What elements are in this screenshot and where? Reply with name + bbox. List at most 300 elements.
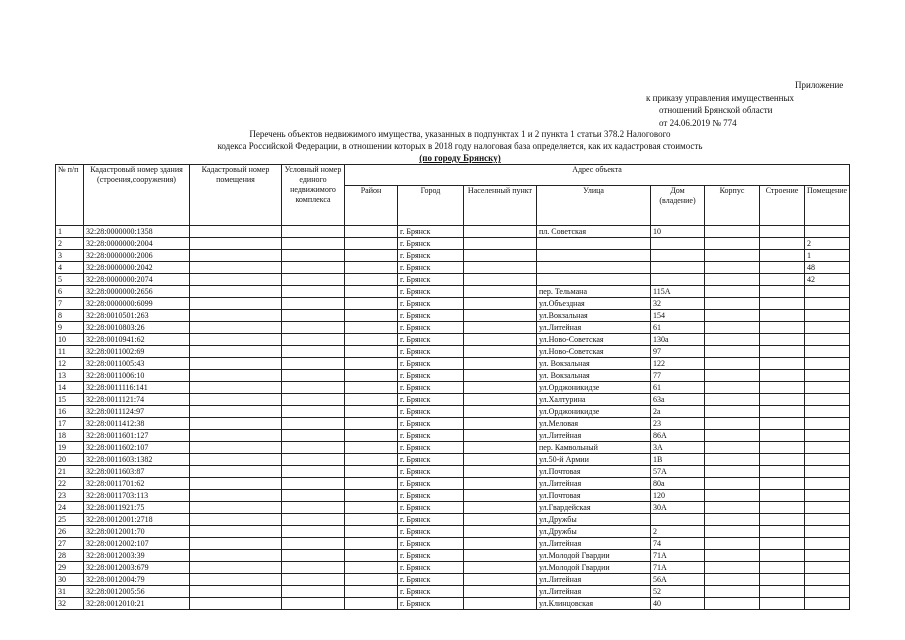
header-num: № п/п: [56, 165, 84, 226]
table-cell: ул.Литейная: [537, 478, 651, 490]
table-cell: 32:28:0011124:97: [84, 406, 190, 418]
table-cell: г. Брянск: [398, 514, 464, 526]
table-cell: 32:28:0011005:43: [84, 358, 190, 370]
table-row: [56, 262, 850, 274]
table-cell: [345, 370, 398, 382]
table-cell: 9: [56, 322, 84, 334]
table-cell: 130а: [651, 334, 705, 346]
table-cell: 32:28:0000000:2656: [84, 286, 190, 298]
table-cell: [464, 430, 537, 442]
table-cell: [760, 430, 805, 442]
header-premises-cadastral: Кадастровый номер помещения: [190, 165, 282, 226]
table-cell: 1: [805, 250, 850, 262]
table-cell: 32:28:0012010:21: [84, 598, 190, 610]
table-cell: [345, 442, 398, 454]
table-cell: 32:28:0012001:2718: [84, 514, 190, 526]
table-cell: [345, 574, 398, 586]
table-row: [56, 358, 850, 370]
table-cell: 32:28:0011006:10: [84, 370, 190, 382]
table-row: [56, 490, 850, 502]
table-cell: ул.Орджоникидзе: [537, 406, 651, 418]
table-cell: 48: [805, 262, 850, 274]
table-cell: г. Брянск: [398, 550, 464, 562]
table-cell: [805, 490, 850, 502]
table-row: [56, 454, 850, 466]
table-cell: [705, 250, 760, 262]
table-cell: ул.Литейная: [537, 574, 651, 586]
table-cell: [705, 586, 760, 598]
table-cell: [464, 226, 537, 238]
table-cell: г. Брянск: [398, 538, 464, 550]
table-cell: [345, 478, 398, 490]
table-cell: [705, 394, 760, 406]
table-cell: 3А: [651, 442, 705, 454]
table-cell: 32:28:0011602:107: [84, 442, 190, 454]
table-cell: [190, 418, 282, 430]
table-cell: [282, 466, 345, 478]
table-cell: [282, 334, 345, 346]
table-cell: г. Брянск: [398, 466, 464, 478]
table-cell: [464, 238, 537, 250]
table-cell: 61: [651, 382, 705, 394]
table-cell: 32:28:0012004:79: [84, 574, 190, 586]
table-cell: 24: [56, 502, 84, 514]
table-cell: [464, 406, 537, 418]
table-cell: [282, 526, 345, 538]
table-cell: [537, 274, 651, 286]
table-cell: [760, 298, 805, 310]
table-cell: 71А: [651, 562, 705, 574]
table-cell: [345, 538, 398, 550]
table-row: [56, 382, 850, 394]
table-cell: [805, 394, 850, 406]
table-cell: 2: [651, 526, 705, 538]
table-cell: 19: [56, 442, 84, 454]
table-cell: [805, 310, 850, 322]
table-cell: [705, 262, 760, 274]
table-cell: [651, 274, 705, 286]
table-cell: 80а: [651, 478, 705, 490]
table-cell: [760, 346, 805, 358]
table-cell: [282, 418, 345, 430]
table-cell: [805, 598, 850, 610]
table-cell: [760, 238, 805, 250]
table-cell: [705, 346, 760, 358]
table-cell: 11: [56, 346, 84, 358]
table-cell: [190, 262, 282, 274]
table-cell: 15: [56, 394, 84, 406]
table-cell: ул.Молодой Гвардии: [537, 550, 651, 562]
table-cell: [464, 586, 537, 598]
table-cell: ул.Гвардейская: [537, 502, 651, 514]
table-cell: [760, 310, 805, 322]
table-cell: ул.Ново-Советская: [537, 334, 651, 346]
table-cell: [805, 538, 850, 550]
table-cell: 86А: [651, 430, 705, 442]
table-cell: [705, 514, 760, 526]
table-row: [56, 478, 850, 490]
table-cell: [190, 382, 282, 394]
table-cell: 32:28:0000000:2006: [84, 250, 190, 262]
table-cell: [282, 454, 345, 466]
header-street: Улица: [537, 185, 651, 225]
table-cell: [805, 466, 850, 478]
table-cell: г. Брянск: [398, 262, 464, 274]
table-cell: пер. Камвольный: [537, 442, 651, 454]
table-cell: [805, 562, 850, 574]
table-cell: г. Брянск: [398, 310, 464, 322]
table-cell: [190, 538, 282, 550]
table-cell: 18: [56, 430, 84, 442]
table-cell: 71А: [651, 550, 705, 562]
table-cell: г. Брянск: [398, 406, 464, 418]
table-cell: ул.Вокзальная: [537, 310, 651, 322]
table-cell: [760, 394, 805, 406]
table-cell: [190, 334, 282, 346]
table-cell: [464, 346, 537, 358]
table-cell: [760, 526, 805, 538]
table-cell: [760, 250, 805, 262]
table-cell: ул.Меловая: [537, 418, 651, 430]
table-cell: [760, 550, 805, 562]
table-cell: [651, 250, 705, 262]
table-cell: 32:28:0012003:679: [84, 562, 190, 574]
table-cell: [705, 562, 760, 574]
table-cell: [805, 586, 850, 598]
table-cell: 52: [651, 586, 705, 598]
table-cell: [190, 502, 282, 514]
table-row: [56, 346, 850, 358]
table-cell: 6: [56, 286, 84, 298]
table-cell: [760, 586, 805, 598]
order-line-2: отношений Брянской области: [659, 105, 773, 115]
table-cell: [345, 454, 398, 466]
table-cell: г. Брянск: [398, 526, 464, 538]
table-cell: [705, 454, 760, 466]
table-cell: [705, 334, 760, 346]
table-cell: ул.Ново-Советская: [537, 346, 651, 358]
table-cell: [805, 382, 850, 394]
table-cell: [345, 586, 398, 598]
table-cell: [464, 490, 537, 502]
header-house: Дом (владение): [651, 185, 705, 225]
table-cell: ул.Почтовая: [537, 466, 651, 478]
table-cell: [345, 430, 398, 442]
table-row: [56, 274, 850, 286]
table-cell: г. Брянск: [398, 442, 464, 454]
table-cell: ул.Литейная: [537, 586, 651, 598]
table-cell: 32:28:0012005:56: [84, 586, 190, 598]
table-cell: [464, 598, 537, 610]
table-cell: 20: [56, 454, 84, 466]
table-cell: ул.Орджоникидзе: [537, 382, 651, 394]
table-cell: г. Брянск: [398, 586, 464, 598]
header-city: Город: [398, 185, 464, 225]
table-cell: ул.Литейная: [537, 538, 651, 550]
table-cell: [760, 226, 805, 238]
table-cell: [282, 382, 345, 394]
table-cell: г. Брянск: [398, 370, 464, 382]
table-row: [56, 550, 850, 562]
table-cell: [705, 322, 760, 334]
table-cell: 8: [56, 310, 84, 322]
table-cell: г. Брянск: [398, 322, 464, 334]
table-cell: 32:28:0012001:70: [84, 526, 190, 538]
table-cell: [705, 490, 760, 502]
table-cell: [190, 322, 282, 334]
table-cell: 14: [56, 382, 84, 394]
table-cell: 32:28:0012003:39: [84, 550, 190, 562]
table-cell: [282, 310, 345, 322]
table-cell: 32:28:0010501:263: [84, 310, 190, 322]
table-cell: [464, 262, 537, 274]
table-cell: [464, 250, 537, 262]
table-row: [56, 286, 850, 298]
table-cell: [760, 262, 805, 274]
table-cell: 57А: [651, 466, 705, 478]
table-cell: 120: [651, 490, 705, 502]
table-row: [56, 502, 850, 514]
table-cell: г. Брянск: [398, 478, 464, 490]
table-cell: [760, 382, 805, 394]
table-cell: 32:28:0011921:75: [84, 502, 190, 514]
table-cell: [282, 394, 345, 406]
table-cell: [464, 370, 537, 382]
table-cell: [760, 562, 805, 574]
table-cell: [190, 430, 282, 442]
table-cell: [464, 550, 537, 562]
table-cell: 5: [56, 274, 84, 286]
table-cell: пер. Тельмана: [537, 286, 651, 298]
table-cell: [282, 370, 345, 382]
table-cell: г. Брянск: [398, 358, 464, 370]
table-cell: 61: [651, 322, 705, 334]
table-cell: [760, 538, 805, 550]
table-cell: [464, 442, 537, 454]
table-cell: 97: [651, 346, 705, 358]
table-cell: [805, 358, 850, 370]
table-cell: [190, 562, 282, 574]
table-row: [56, 526, 850, 538]
table-cell: 32:28:0011121:74: [84, 394, 190, 406]
table-cell: [345, 418, 398, 430]
table-cell: [464, 538, 537, 550]
table-cell: 122: [651, 358, 705, 370]
table-row: [56, 430, 850, 442]
table-cell: г. Брянск: [398, 394, 464, 406]
table-cell: [805, 286, 850, 298]
table-cell: [345, 490, 398, 502]
table-cell: [282, 502, 345, 514]
order-line-1: к приказу управления имущественных: [646, 93, 795, 103]
table-cell: г. Брянск: [398, 562, 464, 574]
table-cell: пл. Советская: [537, 226, 651, 238]
table-cell: [651, 238, 705, 250]
table-cell: [190, 226, 282, 238]
table-cell: 32: [56, 598, 84, 610]
table-cell: 56А: [651, 574, 705, 586]
table-cell: 32:28:0011601:127: [84, 430, 190, 442]
header-building: Корпус: [705, 185, 760, 225]
table-cell: [190, 406, 282, 418]
header-district: Район: [345, 185, 398, 225]
table-cell: г. Брянск: [398, 298, 464, 310]
table-cell: г. Брянск: [398, 250, 464, 262]
table-cell: г. Брянск: [398, 598, 464, 610]
table-cell: [190, 250, 282, 262]
table-cell: [705, 466, 760, 478]
table-cell: [760, 478, 805, 490]
table-cell: г. Брянск: [398, 334, 464, 346]
table-cell: [705, 238, 760, 250]
table-cell: [345, 322, 398, 334]
table-cell: ул.Литейная: [537, 430, 651, 442]
table-cell: [345, 514, 398, 526]
table-cell: [282, 430, 345, 442]
header-conditional-number: Условный номер единого недвижимого комплекса: [282, 165, 345, 226]
table-cell: [464, 286, 537, 298]
table-row: [56, 238, 850, 250]
table-cell: [190, 310, 282, 322]
table-cell: [760, 418, 805, 430]
table-cell: [282, 322, 345, 334]
table-row: [56, 310, 850, 322]
table-cell: [464, 310, 537, 322]
table-cell: [705, 370, 760, 382]
table-cell: [705, 574, 760, 586]
table-cell: [805, 442, 850, 454]
table-cell: 21: [56, 466, 84, 478]
table-cell: ул.Литейная: [537, 322, 651, 334]
table-cell: [345, 274, 398, 286]
table-cell: [760, 406, 805, 418]
table-row: [56, 538, 850, 550]
table-cell: [190, 394, 282, 406]
table-cell: [464, 358, 537, 370]
table-cell: 2: [56, 238, 84, 250]
table-cell: 32:28:0000000:2074: [84, 274, 190, 286]
table-cell: г. Брянск: [398, 418, 464, 430]
table-cell: [282, 358, 345, 370]
table-cell: [282, 346, 345, 358]
document-title-city: (по городу Брянску): [419, 153, 501, 163]
table-cell: [705, 298, 760, 310]
table-cell: [282, 550, 345, 562]
table-cell: 32:28:0011116:141: [84, 382, 190, 394]
table-cell: [345, 226, 398, 238]
table-cell: [345, 238, 398, 250]
table-cell: [345, 358, 398, 370]
table-cell: [190, 514, 282, 526]
table-cell: [345, 310, 398, 322]
table-cell: г. Брянск: [398, 574, 464, 586]
table-cell: [760, 598, 805, 610]
table-cell: [760, 274, 805, 286]
table-cell: [345, 394, 398, 406]
table-cell: [282, 514, 345, 526]
table-cell: ул. Вокзальная: [537, 370, 651, 382]
table-cell: [760, 358, 805, 370]
table-cell: [705, 502, 760, 514]
table-cell: [705, 526, 760, 538]
table-cell: 13: [56, 370, 84, 382]
table-cell: 7: [56, 298, 84, 310]
table-cell: г. Брянск: [398, 226, 464, 238]
table-cell: [705, 442, 760, 454]
table-cell: [537, 238, 651, 250]
table-cell: [190, 370, 282, 382]
table-cell: [190, 358, 282, 370]
table-cell: [282, 406, 345, 418]
document-title-line-2: кодекса Российской Федерации, в отношении которых в 2018 году налоговая база определяется, как их кадастровая стоимость: [217, 141, 703, 151]
table-cell: 32:28:0000000:6099: [84, 298, 190, 310]
table-cell: 32:28:0000000:1358: [84, 226, 190, 238]
table-cell: [464, 298, 537, 310]
table-cell: 16: [56, 406, 84, 418]
table-cell: г. Брянск: [398, 274, 464, 286]
table-cell: 27: [56, 538, 84, 550]
table-cell: [705, 418, 760, 430]
table-cell: ул.Халтурина: [537, 394, 651, 406]
table-cell: 63а: [651, 394, 705, 406]
table-row: [56, 322, 850, 334]
table-cell: 32:28:0011703:113: [84, 490, 190, 502]
table-cell: г. Брянск: [398, 382, 464, 394]
table-cell: 22: [56, 478, 84, 490]
table-cell: [805, 454, 850, 466]
table-cell: г. Брянск: [398, 286, 464, 298]
table-cell: [705, 598, 760, 610]
table-cell: 154: [651, 310, 705, 322]
table-cell: [705, 310, 760, 322]
table-cell: [282, 286, 345, 298]
table-cell: [282, 262, 345, 274]
table-cell: [282, 490, 345, 502]
table-cell: [464, 418, 537, 430]
table-cell: г. Брянск: [398, 346, 464, 358]
table-cell: ул.50-й Армии: [537, 454, 651, 466]
table-cell: [537, 262, 651, 274]
table-cell: [282, 586, 345, 598]
order-date-number: от 24.06.2019 № 774: [659, 118, 737, 128]
table-cell: [345, 562, 398, 574]
header-address: Адрес объекта: [345, 165, 850, 186]
table-cell: [190, 526, 282, 538]
table-cell: [190, 574, 282, 586]
table-cell: [760, 442, 805, 454]
table-cell: [190, 550, 282, 562]
table-cell: ул.Дружбы: [537, 526, 651, 538]
table-cell: [190, 238, 282, 250]
table-row: [56, 562, 850, 574]
table-cell: [651, 262, 705, 274]
table-cell: г. Брянск: [398, 502, 464, 514]
table-row: [56, 598, 850, 610]
table-cell: 32:28:0011603:87: [84, 466, 190, 478]
table-cell: 17: [56, 418, 84, 430]
table-cell: [345, 346, 398, 358]
table-cell: 25: [56, 514, 84, 526]
table-cell: 115А: [651, 286, 705, 298]
table-row: [56, 466, 850, 478]
table-cell: ул.Объездная: [537, 298, 651, 310]
table-cell: 77: [651, 370, 705, 382]
table-row: [56, 250, 850, 262]
table-cell: [464, 478, 537, 490]
table-cell: [464, 382, 537, 394]
table-cell: 32:28:0011603:1382: [84, 454, 190, 466]
table-cell: [282, 226, 345, 238]
